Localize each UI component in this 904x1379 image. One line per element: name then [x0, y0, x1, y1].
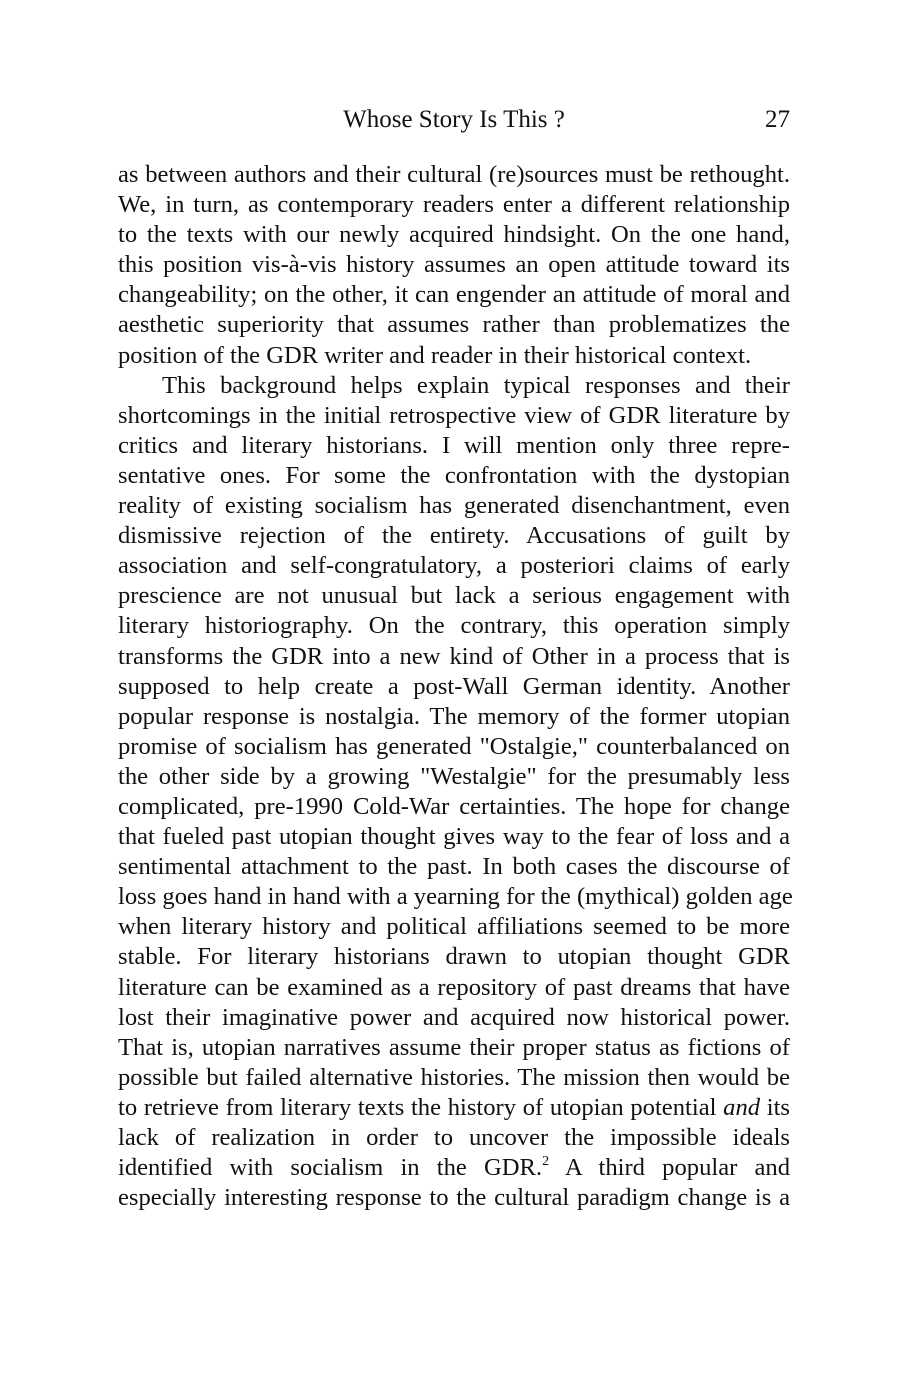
text-line: complicated, pre-1990 Cold-War certainties. The hope for change: [118, 792, 790, 820]
text-line: shortcomings in the initial retrospective view of GDR literature by: [118, 401, 790, 429]
text-line: literature can be examined as a repository of past dreams that have: [118, 973, 790, 1001]
text-line: sentative ones. For some the confrontation with the dystopian: [118, 461, 790, 489]
text-line: possible but failed alternative histories. The mission then would be: [118, 1063, 790, 1091]
text-line: position of the GDR writer and reader in their historical context.: [118, 341, 752, 369]
text-fragment: identified with socialism in the GDR.: [118, 1154, 543, 1182]
text-line: aesthetic superiority that assumes rather than problematizes the: [118, 311, 790, 339]
text-line-with-italic: [118, 1093, 790, 1123]
text-line: critics and literary historians. I will mention only three repre-: [118, 431, 790, 459]
text-line: changeability; on the other, it can engender an attitude of moral and: [118, 281, 790, 309]
text-line: promise of socialism has generated "Ostalgie," counterbalanced on: [118, 732, 790, 760]
text-line: supposed to help create a post-Wall German identity. Another: [118, 672, 790, 700]
text-line: dismissive rejection of the entirety. Accusations of guilt by: [118, 522, 790, 550]
text-line: when literary history and political affiliations seemed to be more: [118, 913, 790, 941]
text-fragment: to retrieve from literary texts the history of utopian potential: [118, 1093, 717, 1121]
text-line: to the texts with our newly acquired hindsight. On the one hand,: [118, 221, 790, 249]
text-line-with-footnote: [118, 1153, 790, 1183]
text-line: prescience are not unusual but lack a serious engagement with: [118, 582, 790, 610]
text-line: sentimental attachment to the past. In both cases the discourse of: [118, 853, 790, 881]
text-line: popular response is nostalgia. The memory of the former utopian: [118, 702, 790, 730]
page-header: [118, 103, 790, 137]
text-line: stable. For literary historians drawn to utopian thought GDR: [118, 943, 790, 971]
text-line: That is, utopian narratives assume their proper status as fictions of: [118, 1033, 790, 1061]
text-line: transforms the GDR into a new kind of Other in a process that is: [118, 642, 790, 670]
text-line: lost their imaginative power and acquired now historical power.: [118, 1003, 790, 1031]
text-fragment: A third popular and: [564, 1154, 791, 1182]
text-fragment: its: [766, 1093, 790, 1121]
footnote-marker[interactable]: 2: [542, 1154, 550, 1170]
text-line: the other side by a growing "Westalgie" for the presumably less: [118, 762, 790, 790]
text-line: lack of realization in order to uncover the impossible ideals: [118, 1124, 790, 1151]
text-line: that fueled past utopian thought gives way to the fear of loss and a: [118, 823, 790, 851]
paragraph-2: [118, 371, 793, 1214]
body-text: [118, 160, 793, 1213]
text-line: reality of existing socialism has generated disenchantment, even: [118, 492, 790, 520]
italic-emphasis: and: [723, 1093, 761, 1121]
text-line: We, in turn, as contemporary readers enter a different relationship: [118, 191, 790, 219]
text-line: loss goes hand in hand with a yearning for the (mythical) golden age: [118, 883, 793, 911]
text-line: This background helps explain typical responses and their: [162, 371, 790, 399]
running-title: Whose Story Is This ?: [343, 106, 565, 133]
page-number: 27: [765, 106, 790, 133]
text-line: literary historiography. On the contrary, this operation simply: [118, 612, 790, 640]
text-line: especially interesting response to the cultural paradigm change is a: [118, 1184, 790, 1212]
text-line: this position vis-à-vis history assumes an open attitude toward its: [118, 251, 790, 279]
paragraph-1: [118, 160, 790, 371]
text-line: as between authors and their cultural (re)sources must be rethought.: [118, 161, 790, 188]
text-line: association and self-congratulatory, a posteriori claims of early: [118, 552, 790, 580]
